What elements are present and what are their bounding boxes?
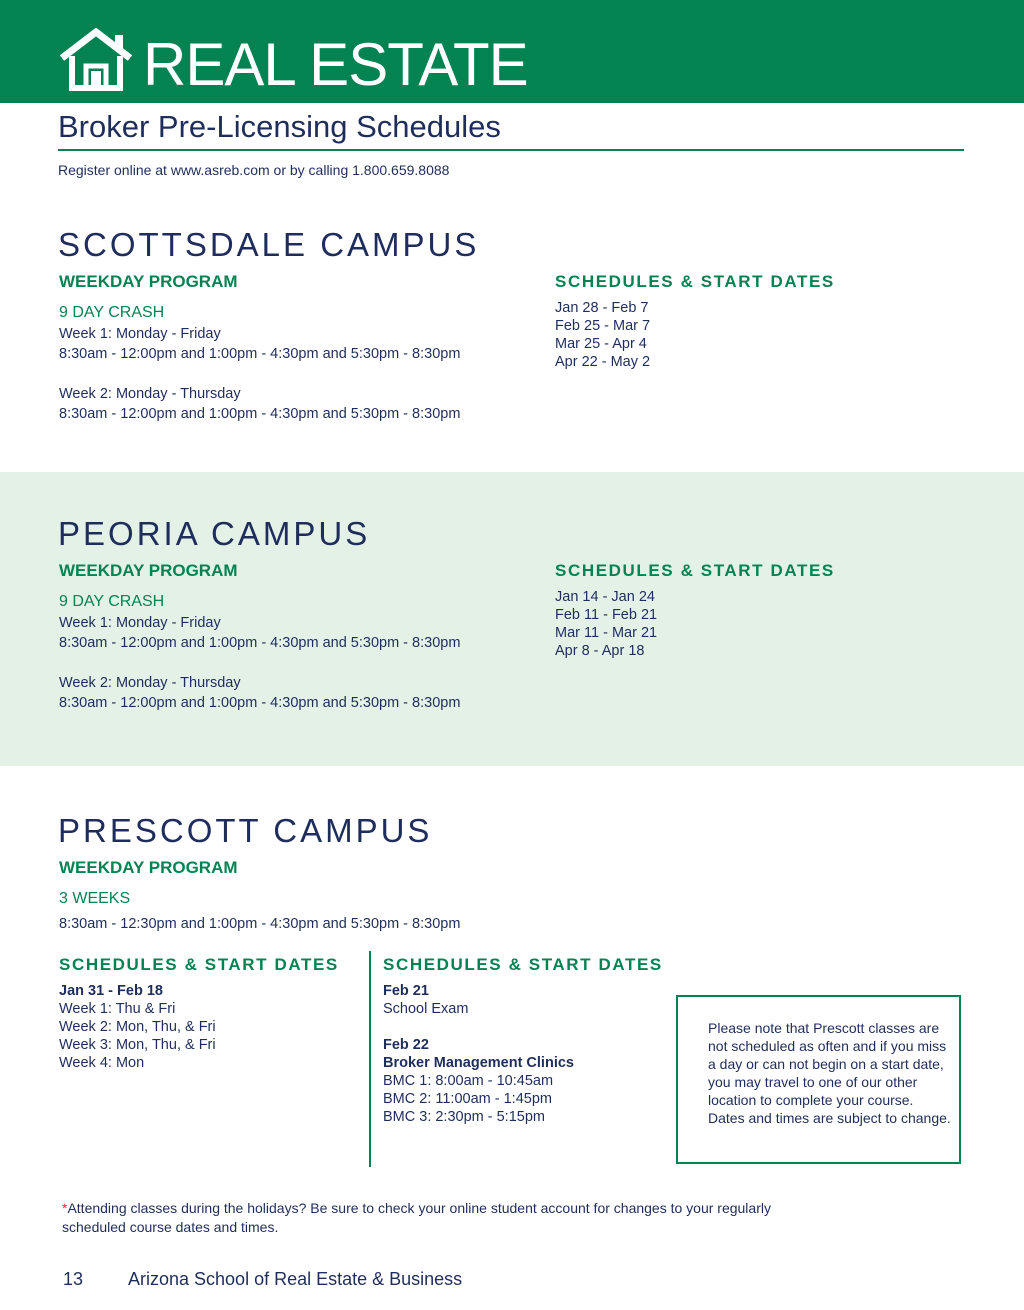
clinic-line: BMC 2: 11:00am - 1:45pm <box>383 1091 552 1107</box>
date-range: Apr 22 - May 2 <box>555 354 651 370</box>
scottsdale-week2-label: Week 2: Monday - Thursday <box>59 386 241 402</box>
clinic-title: Broker Management Clinics <box>383 1055 574 1071</box>
scottsdale-week1-label: Week 1: Monday - Friday <box>59 326 221 342</box>
date-range: Jan 28 - Feb 7 <box>555 300 649 316</box>
scottsdale-campus-title: SCOTTSDALE CAMPUS <box>58 226 480 263</box>
clinic-line: BMC 1: 8:00am - 10:45am <box>383 1073 554 1089</box>
date-range: Feb 11 - Feb 21 <box>555 607 658 623</box>
peoria-program-heading: WEEKDAY PROGRAM <box>59 561 238 580</box>
peoria-week2-hours: 8:30am - 12:00pm and 1:00pm - 4:30pm and 5:30pm - 8:30pm <box>59 695 461 711</box>
prescott-col2-list <box>383 982 574 1126</box>
school-name: Arizona School of Real Estate & Business <box>128 1269 463 1289</box>
scottsdale-date-list <box>555 299 650 371</box>
week-line: Week 3: Mon, Thu, & Fri <box>59 1037 216 1053</box>
peoria-date-list <box>555 588 657 660</box>
peoria-week1-label: Week 1: Monday - Friday <box>59 615 221 631</box>
date-range: Feb 25 - Mar 7 <box>555 318 651 334</box>
peoria-schedules-heading: SCHEDULES & START DATES <box>555 561 835 580</box>
prescott-col1-heading: SCHEDULES & START DATES <box>59 955 339 974</box>
spacer <box>383 1018 574 1036</box>
exam-label: School Exam <box>383 1001 469 1017</box>
week-line: Week 4: Mon <box>59 1055 145 1071</box>
peoria-campus-title: PEORIA CAMPUS <box>58 515 371 552</box>
prescott-note-text: Please note that Prescott classes are not scheduled as often and if you miss a day or can not begin on a start date, you may travel to one of our other location to complete your course. Dates and times are subject to change. <box>708 1020 951 1126</box>
prescott-col2-heading: SCHEDULES & START DATES <box>383 955 663 974</box>
prescott-program-heading: WEEKDAY PROGRAM <box>59 858 238 877</box>
brand-title: REAL ESTATE <box>143 31 528 98</box>
footnote-asterisk: * <box>62 1200 68 1216</box>
peoria-week2-label: Week 2: Monday - Thursday <box>59 675 241 691</box>
holiday-footnote <box>62 1199 792 1236</box>
date-range: Jan 14 - Jan 24 <box>555 589 655 605</box>
peoria-week1-hours: 8:30am - 12:00pm and 1:00pm - 4:30pm and 5:30pm - 8:30pm <box>59 635 461 651</box>
date-range: Apr 8 - Apr 18 <box>555 643 645 659</box>
page-subtitle: Broker Pre-Licensing Schedules <box>58 109 501 144</box>
prescott-col1-list <box>59 982 216 1072</box>
clinic-date: Feb 22 <box>383 1037 429 1053</box>
register-info: Register online at www.asreb.com or by calling 1.800.659.8088 <box>58 162 450 178</box>
scottsdale-schedules-heading: SCHEDULES & START DATES <box>555 272 835 291</box>
prescott-campus-title: PRESCOTT CAMPUS <box>58 812 433 849</box>
scottsdale-week1-hours: 8:30am - 12:00pm and 1:00pm - 4:30pm and 5:30pm - 8:30pm <box>59 346 461 362</box>
week-line: Week 1: Thu & Fri <box>59 1001 176 1017</box>
scottsdale-program-heading: WEEKDAY PROGRAM <box>59 272 238 291</box>
prescott-col1-range: Jan 31 - Feb 18 <box>59 983 163 999</box>
column-divider <box>369 951 371 1167</box>
prescott-hours: 8:30am - 12:30pm and 1:00pm - 4:30pm and 5:30pm - 8:30pm <box>59 916 461 932</box>
date-range: Mar 11 - Mar 21 <box>555 625 658 641</box>
scottsdale-week2-hours: 8:30am - 12:00pm and 1:00pm - 4:30pm and 5:30pm - 8:30pm <box>59 406 461 422</box>
date-range: Mar 25 - Apr 4 <box>555 336 647 352</box>
scottsdale-course-name: 9 DAY CRASH <box>59 304 165 321</box>
prescott-course-name: 3 WEEKS <box>59 890 131 907</box>
exam-date: Feb 21 <box>383 983 429 999</box>
clinic-line: BMC 3: 2:30pm - 5:15pm <box>383 1109 545 1125</box>
week-line: Week 2: Mon, Thu, & Fri <box>59 1019 216 1035</box>
header-divider <box>58 149 964 151</box>
page-number: 13 <box>63 1269 84 1289</box>
peoria-course-name: 9 DAY CRASH <box>59 593 165 610</box>
house-icon <box>58 28 134 92</box>
footnote-text: Attending classes during the holidays? Be sure to check your online student account for changes to your regularly scheduled course dates and times. <box>62 1200 771 1235</box>
